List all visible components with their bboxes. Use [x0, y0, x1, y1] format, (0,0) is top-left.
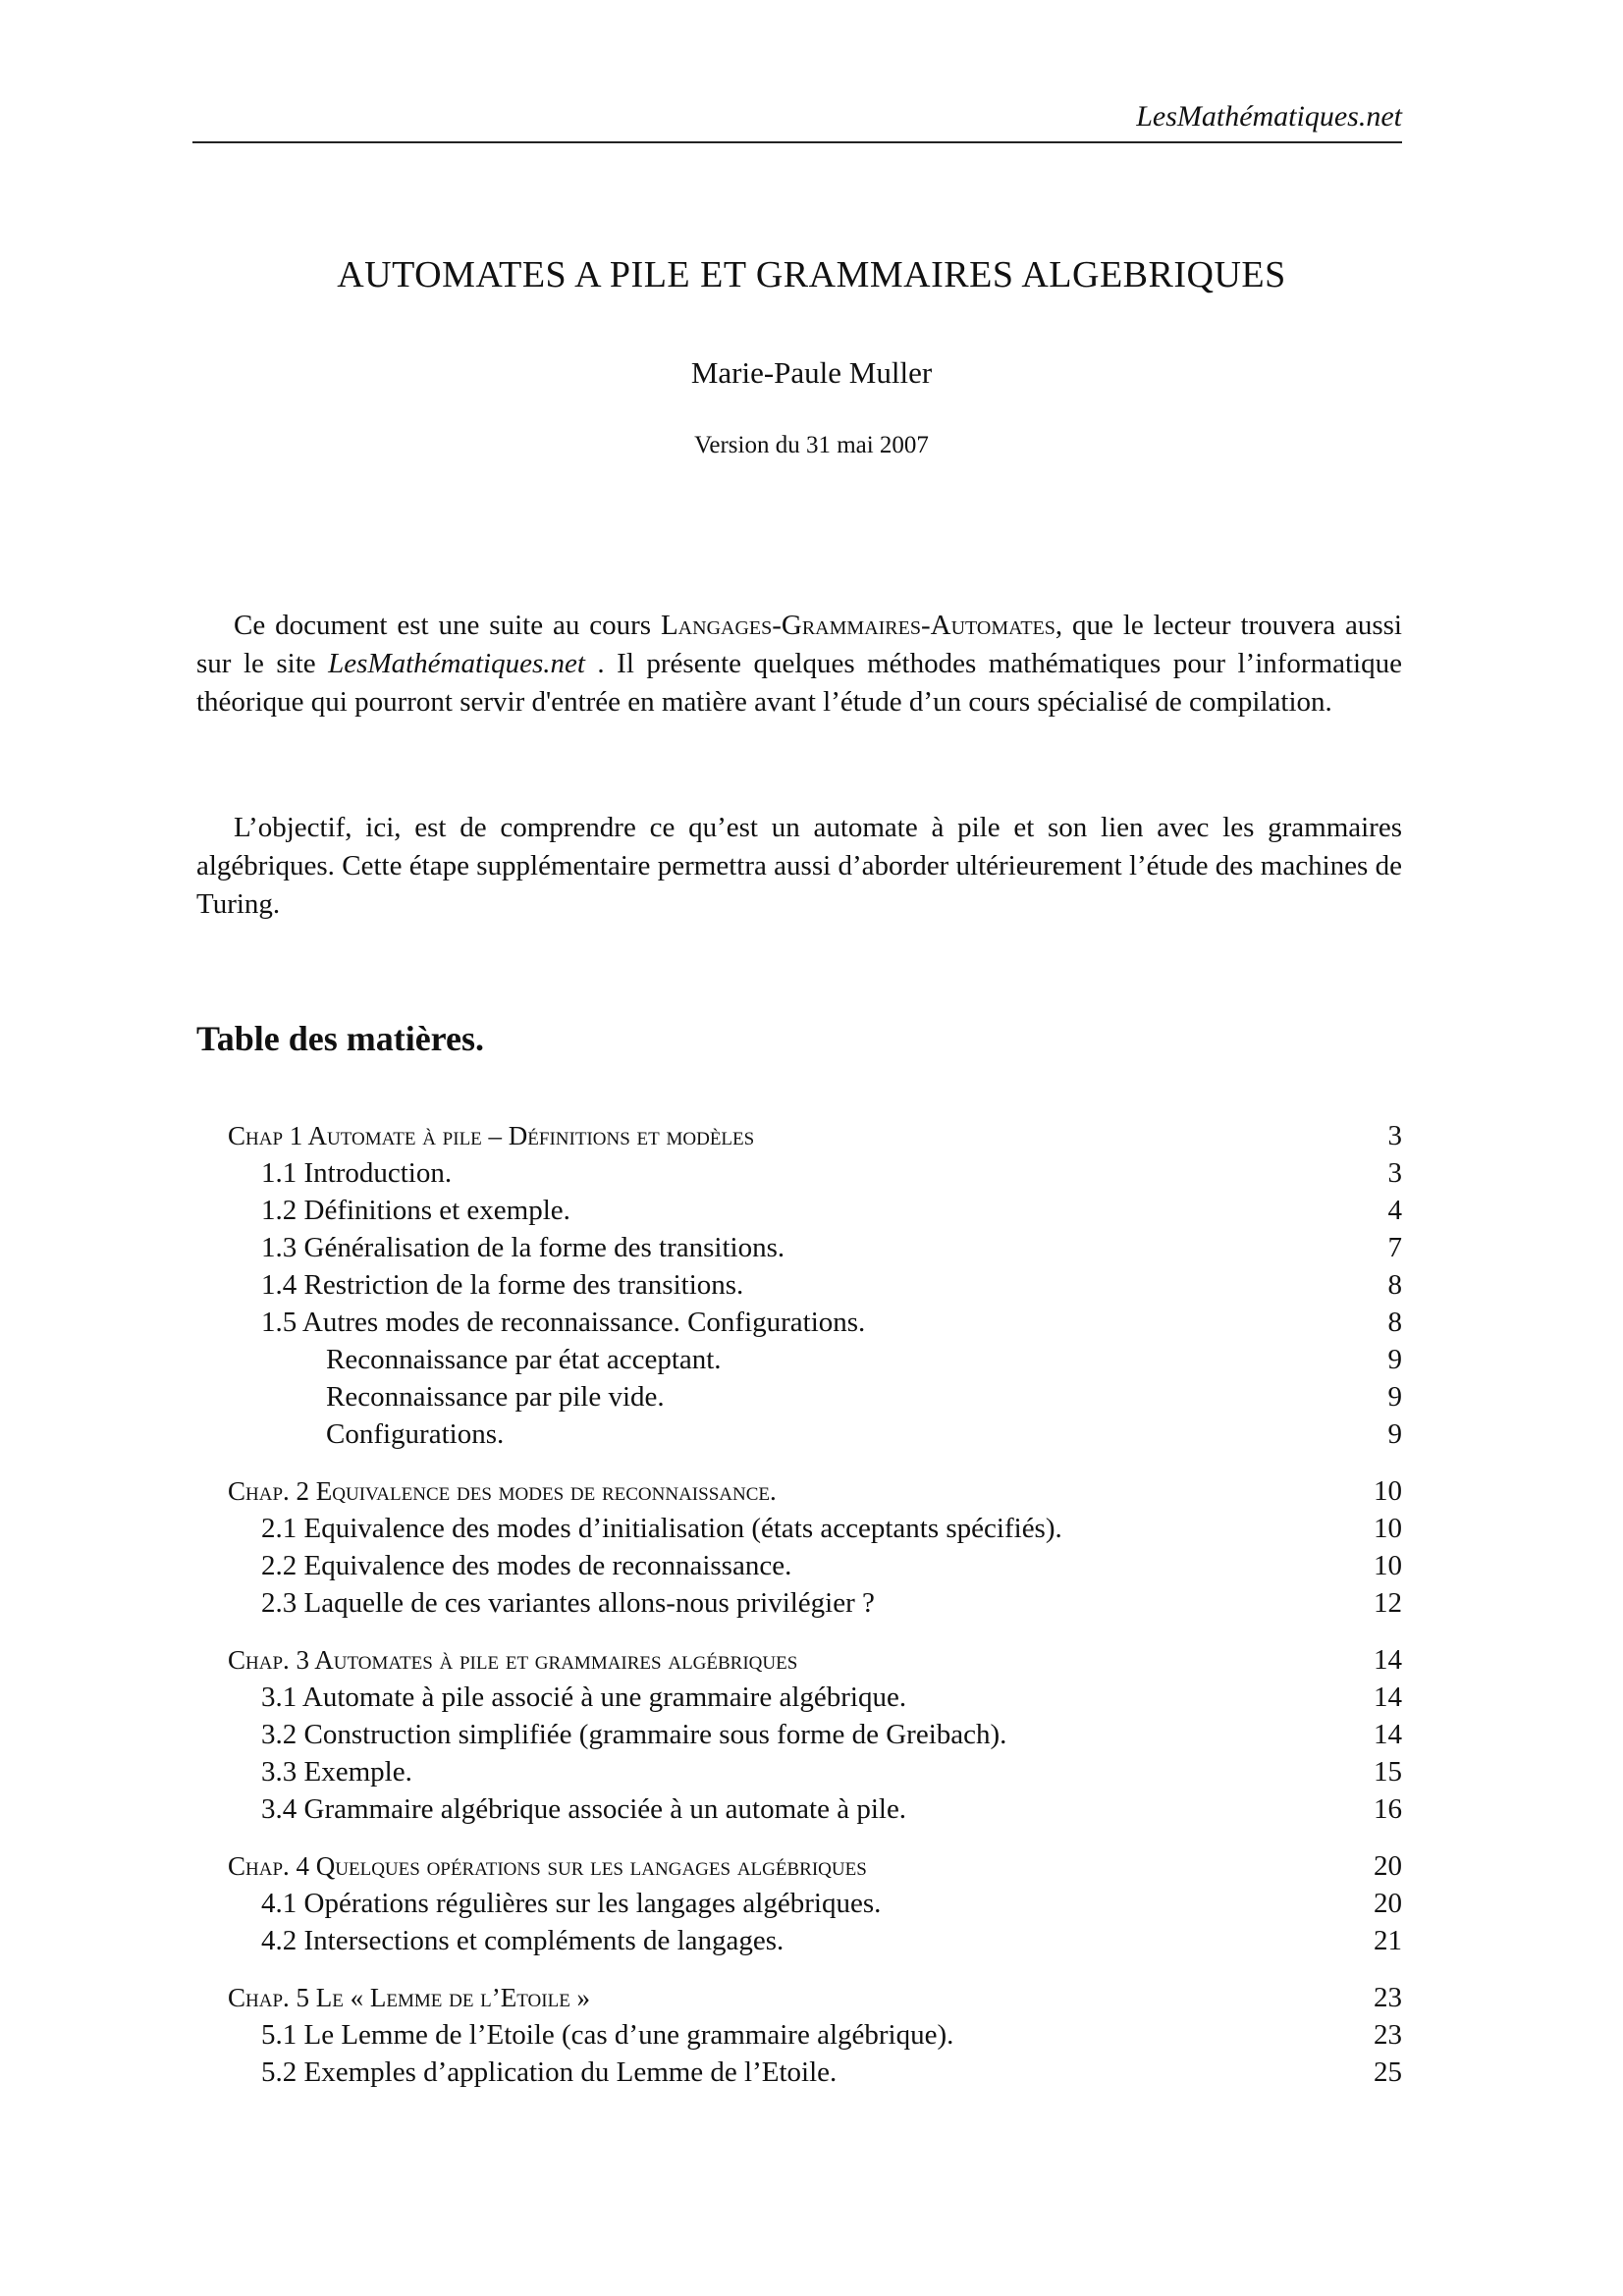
- toc-entry-label: 3.1 Automate à pile associé à une grammaire algébrique.: [261, 1682, 907, 1713]
- toc-page-number: 7: [1387, 1232, 1402, 1263]
- toc-entry-label: 2.2 Equivalence des modes de reconnaissance.: [261, 1550, 792, 1581]
- toc-entry-label: Reconnaissance par pile vide.: [326, 1381, 665, 1413]
- toc-chapter-row: [228, 1847, 1402, 1885]
- toc-chapter-row: [228, 1117, 1402, 1154]
- toc-page-number: 9: [1387, 1418, 1402, 1450]
- toc-entry-label: Chap 1 Automate à pile – Définitions et modèles: [228, 1121, 755, 1150]
- toc-entry-label: 5.2 Exemples d’application du Lemme de l’Etoile.: [261, 2056, 838, 2088]
- toc-chapter: [228, 1979, 1402, 2091]
- toc-page-number: 10: [1374, 1550, 1402, 1581]
- toc-entry-label: 3.3 Exemple.: [261, 1756, 412, 1788]
- toc-entry-label: Chap. 2 Equivalence des modes de reconnaissance.: [228, 1476, 777, 1506]
- toc-entry-label: Chap. 3 Automates à pile et grammaires algébriques: [228, 1645, 798, 1675]
- toc-entry-label: Reconnaissance par état acceptant.: [326, 1344, 722, 1375]
- toc-heading: Table des matières.: [196, 1019, 484, 1058]
- toc-entry-label: 1.2 Définitions et exemple.: [261, 1195, 570, 1226]
- toc-page-number: 16: [1374, 1793, 1402, 1825]
- toc-entry-row: [228, 1584, 1402, 1622]
- toc-entry-label: 3.2 Construction simplifiée (grammaire sous forme de Greibach).: [261, 1719, 1007, 1750]
- toc-page-number: 10: [1374, 1513, 1402, 1544]
- toc-page-number: 3: [1387, 1157, 1402, 1189]
- toc-entry-row: [228, 2016, 1402, 2054]
- toc-entry-row: [228, 1790, 1402, 1828]
- intro-text: Ce document est une suite au cours: [234, 610, 661, 641]
- toc-page-number: 20: [1374, 1850, 1402, 1882]
- toc-chapter: [228, 1117, 1402, 1453]
- version-date: Version du 31 mai 2007: [694, 432, 929, 458]
- toc-entry-row: [228, 1885, 1402, 1922]
- toc-entry-label: 4.1 Opérations régulières sur les langages algébriques.: [261, 1888, 882, 1919]
- toc-entry-row: [228, 1716, 1402, 1753]
- toc-page-number: 25: [1374, 2056, 1402, 2088]
- document-title: AUTOMATES A PILE ET GRAMMAIRES ALGEBRIQUES: [337, 254, 1286, 295]
- toc-page-number: 8: [1387, 1307, 1402, 1338]
- toc-entry-label: 1.4 Restriction de la forme des transitions.: [261, 1269, 744, 1301]
- toc-entry-row: [228, 1679, 1402, 1716]
- toc-entry-label: 3.4 Grammaire algébrique associée à un automate à pile.: [261, 1793, 907, 1825]
- toc-page-number: 15: [1374, 1756, 1402, 1788]
- toc-chapter-row: [228, 1472, 1402, 1510]
- toc-entry-label: 2.3 Laquelle de ces variantes allons-nous privilégier ?: [261, 1587, 875, 1619]
- intro-paragraph-2: L’objectif, ici, est de comprendre ce qu’est un automate à pile et son lien avec les grammaires algébriques. Cette étape supplémentaire permettra aussi d’aborder ultérieurement l’étude des machines de Turing.: [196, 812, 1402, 920]
- toc-page-number: 14: [1374, 1644, 1402, 1676]
- toc-chapter: [228, 1641, 1402, 1828]
- toc-page-number: 10: [1374, 1475, 1402, 1507]
- toc-page-number: 9: [1387, 1381, 1402, 1413]
- toc-page-number: 12: [1374, 1587, 1402, 1619]
- toc-entry-label: Chap. 4 Quelques opérations sur les langages algébriques: [228, 1851, 867, 1881]
- course-name: Langages-Grammaires-Automates: [660, 610, 1055, 641]
- toc-page-number: 8: [1387, 1269, 1402, 1301]
- toc-page-number: 9: [1387, 1344, 1402, 1375]
- site-name: LesMathématiques.net: [1136, 100, 1402, 133]
- toc-entry-row: [228, 1753, 1402, 1790]
- toc-entry-row: [228, 1510, 1402, 1547]
- toc-entry-row: [228, 1304, 1402, 1341]
- toc-entry-row: [228, 1229, 1402, 1266]
- toc-chapter-row: [228, 1641, 1402, 1679]
- toc-entry-label: 1.1 Introduction.: [261, 1157, 453, 1189]
- toc-entry-row: [228, 1547, 1402, 1584]
- toc-entry-row: [228, 1341, 1402, 1378]
- intro-text: , que le lecteur trouvera aussi sur le site: [196, 610, 1402, 679]
- toc-entry-row: [228, 2054, 1402, 2091]
- page-header: [192, 94, 1402, 143]
- toc-entry-row: [228, 1922, 1402, 1959]
- intro-text: . Il présente quelques méthodes mathématiques pour l’informatique théorique qui pourront servir d'entrée en matière avant l’étude d’un cours spécialisé de compilation.: [196, 648, 1402, 718]
- toc-page-number: 20: [1374, 1888, 1402, 1919]
- toc-page-number: 21: [1374, 1925, 1402, 1956]
- toc-entry-label: 4.2 Intersections et compléments de langages.: [261, 1925, 784, 1956]
- toc-entry-label: Configurations.: [326, 1418, 505, 1450]
- toc-entry-label: Chap. 5 Le « Lemme de l’Etoile »: [228, 1983, 591, 2012]
- toc-chapter: [228, 1847, 1402, 1959]
- intro-paragraph-1: [196, 607, 1402, 721]
- toc-page-number: 14: [1374, 1719, 1402, 1750]
- toc-entry-row: [228, 1415, 1402, 1453]
- toc-entry-label: 1.3 Généralisation de la forme des transitions.: [261, 1232, 785, 1263]
- toc-entry-label: 1.5 Autres modes de reconnaissance. Configurations.: [261, 1307, 866, 1338]
- table-of-contents: [228, 1117, 1402, 2110]
- toc-page-number: 23: [1374, 1982, 1402, 2013]
- toc-entry-row: [228, 1192, 1402, 1229]
- toc-entry-row: [228, 1266, 1402, 1304]
- toc-entry-row: [228, 1154, 1402, 1192]
- toc-page-number: 4: [1387, 1195, 1402, 1226]
- author-name: Marie-Paule Muller: [690, 355, 933, 390]
- toc-entry-row: [228, 1378, 1402, 1415]
- toc-page-number: 3: [1387, 1120, 1402, 1151]
- toc-chapter: [228, 1472, 1402, 1622]
- toc-entry-label: 5.1 Le Lemme de l’Etoile (cas d’une grammaire algébrique).: [261, 2019, 954, 2051]
- toc-page-number: 23: [1374, 2019, 1402, 2051]
- toc-chapter-row: [228, 1979, 1402, 2016]
- toc-entry-label: 2.1 Equivalence des modes d’initialisation (états acceptants spécifiés).: [261, 1513, 1062, 1544]
- site-reference: LesMathématiques.net: [328, 648, 585, 679]
- toc-page-number: 14: [1374, 1682, 1402, 1713]
